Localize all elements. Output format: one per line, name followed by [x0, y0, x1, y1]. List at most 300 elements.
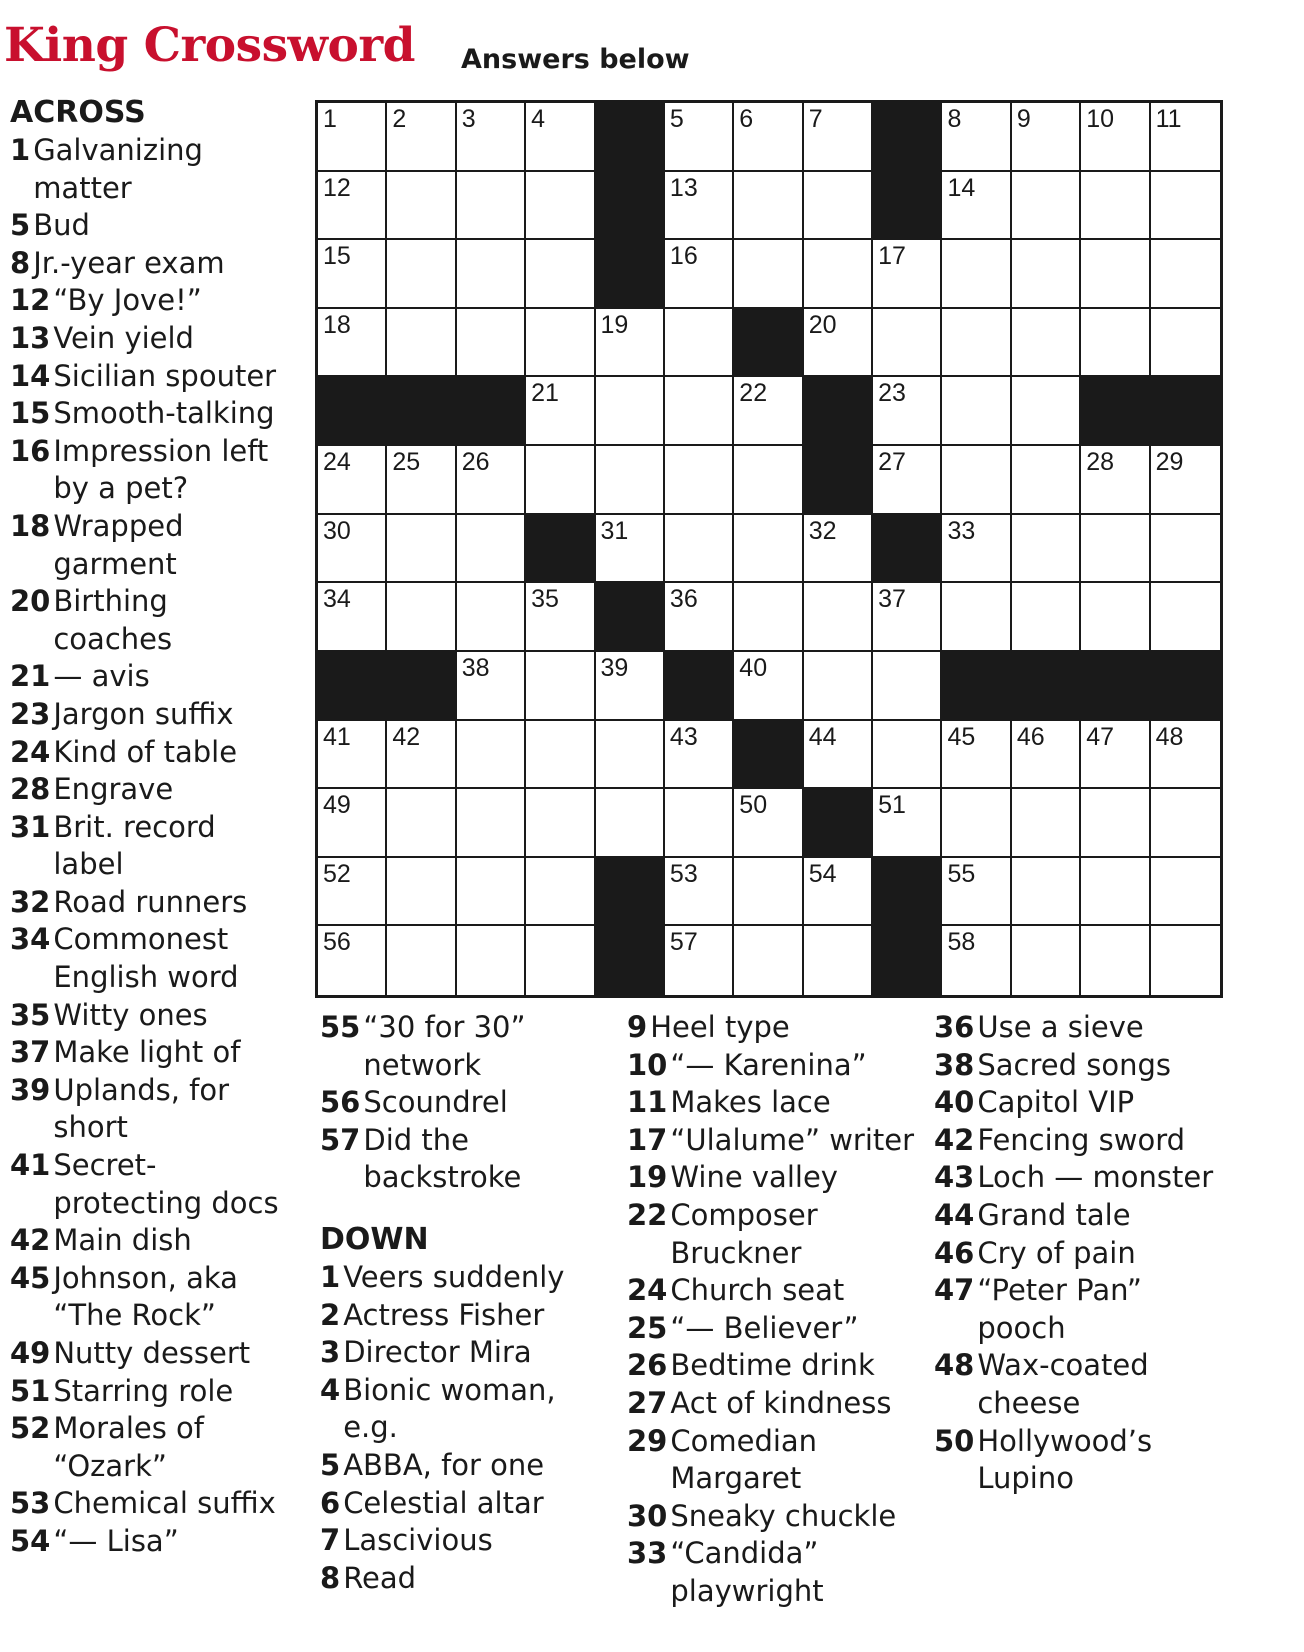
grid-cell: [387, 515, 456, 584]
cell-number: 17: [878, 242, 906, 271]
answers-note: Answers below: [461, 44, 690, 75]
clue-text: “By Jove!”: [53, 283, 202, 318]
grid-cell: [1012, 172, 1081, 241]
grid-cell: [665, 377, 734, 446]
clue-number: 23: [10, 696, 51, 731]
black-square: [1081, 377, 1150, 446]
cell-number: 21: [531, 379, 559, 408]
grid-cell: [526, 652, 595, 721]
across-clue: [10, 207, 290, 245]
clue-number: 43: [934, 1160, 975, 1195]
grid-cell: [1151, 172, 1220, 241]
grid-cell: [942, 515, 1011, 584]
cell-number: 5: [669, 105, 684, 133]
clue-number: 1: [320, 1259, 341, 1294]
grid-cell: [804, 926, 873, 995]
black-square: [734, 309, 803, 378]
cell-number: 45: [947, 722, 976, 751]
clue-text: Bionic woman, e.g.: [343, 1372, 556, 1445]
black-square: [457, 377, 526, 446]
clue-number: 47: [934, 1273, 975, 1308]
clue-text: Road runners: [53, 884, 248, 919]
across-clue-list-continued: [320, 1009, 595, 1197]
grid-cell: [665, 583, 734, 652]
down-heading: DOWN: [320, 1221, 429, 1257]
grid-cell: [318, 926, 387, 995]
down-clue: [320, 1560, 595, 1598]
grid-cell: [734, 240, 803, 309]
across-clue: [10, 1373, 290, 1411]
cell-number: 41: [323, 722, 351, 751]
clue-text: Fencing sword: [977, 1122, 1186, 1157]
across-clue: [320, 1009, 595, 1084]
clue-number: 14: [10, 358, 51, 393]
grid-cell: [1081, 721, 1150, 790]
cell-number: 8: [947, 105, 962, 133]
across-clue: [10, 1034, 290, 1072]
black-square: [596, 858, 665, 927]
grid-cell: [387, 172, 456, 241]
clue-text: Jargon suffix: [53, 696, 234, 731]
clue-number: 52: [10, 1411, 51, 1446]
clue-text: Commonest English word: [53, 922, 239, 995]
clue-text: Johnson, aka “The Rock”: [53, 1260, 238, 1333]
cell-number: 31: [600, 516, 629, 545]
cell-number: 43: [669, 722, 698, 751]
clue-number: 40: [934, 1085, 975, 1120]
grid-cell: [734, 172, 803, 241]
clue-text: — avis: [53, 659, 150, 694]
cell-number: 56: [323, 928, 351, 957]
clue-number: 41: [10, 1148, 51, 1183]
cell-number: 36: [669, 585, 698, 614]
across-clue: [10, 809, 290, 884]
black-square: [596, 172, 665, 241]
grid-cell: [387, 789, 456, 858]
across-clue: [10, 282, 290, 320]
grid-cell: [873, 377, 942, 446]
down-clue: [320, 1297, 595, 1335]
grid-cell: [1151, 240, 1220, 309]
cell-number: 35: [531, 585, 559, 614]
clue-column-2: [320, 1009, 595, 1597]
black-square: [387, 377, 456, 446]
cell-number: 53: [669, 859, 698, 888]
black-square: [804, 377, 873, 446]
grid-cell: [457, 789, 526, 858]
clue-text: Nutty dessert: [53, 1336, 251, 1370]
grid-cell: [318, 789, 387, 858]
black-square: [596, 926, 665, 995]
clue-number: 56: [320, 1085, 361, 1120]
cell-number: 52: [323, 859, 351, 888]
grid-cell: [387, 583, 456, 652]
grid-cell: [318, 721, 387, 790]
clue-text: Birthing coaches: [53, 584, 173, 656]
clue-number: 8: [10, 245, 31, 280]
grid-cell: [665, 309, 734, 378]
grid-cell: [1081, 583, 1150, 652]
cell-number: 7: [808, 105, 823, 133]
clue-text: Wrapped garment: [53, 508, 184, 581]
grid-cell: [526, 240, 595, 309]
grid-cell: [387, 926, 456, 995]
grid-cell: [665, 721, 734, 790]
clue-text: Cry of pain: [977, 1235, 1136, 1270]
cell-number: 47: [1086, 722, 1115, 751]
cell-number: 14: [947, 173, 976, 202]
cell-number: 54: [808, 859, 837, 888]
clue-text: Morales of “Ozark”: [53, 1411, 204, 1483]
cell-number: 24: [323, 448, 351, 477]
grid-cell: [804, 583, 873, 652]
grid-cell: [942, 926, 1011, 995]
cell-number: 42: [392, 722, 421, 751]
clue-text: Loch — monster: [977, 1160, 1214, 1195]
cell-number: 39: [600, 653, 629, 682]
grid-cell: [457, 172, 526, 241]
clue-text: Impression left by a pet?: [53, 433, 269, 506]
grid-cell: [387, 858, 456, 927]
clue-number: 31: [10, 809, 51, 844]
across-clue: [10, 508, 290, 583]
grid-cell: [596, 652, 665, 721]
down-clue: [934, 1347, 1224, 1422]
clue-text: Read: [343, 1560, 417, 1595]
black-square: [596, 583, 665, 652]
across-clue: [10, 658, 290, 696]
grid-cell: [665, 240, 734, 309]
clue-text: Church seat: [670, 1273, 845, 1308]
clue-text: Wax-coated cheese: [977, 1348, 1149, 1420]
clue-number: 37: [10, 1035, 51, 1070]
black-square: [873, 515, 942, 584]
cell-number: 18: [323, 310, 351, 339]
black-square: [665, 652, 734, 721]
grid-cell: [457, 858, 526, 927]
cell-number: 6: [739, 105, 754, 133]
cell-number: 51: [878, 791, 906, 820]
black-square: [318, 652, 387, 721]
grid-cell: [1012, 721, 1081, 790]
cell-number: 57: [669, 928, 698, 957]
cell-number: 27: [878, 448, 906, 477]
clue-number: 22: [627, 1197, 668, 1232]
grid-cell: [1081, 446, 1150, 515]
grid-cell: [665, 858, 734, 927]
down-clue: [627, 1535, 922, 1610]
black-square: [526, 515, 595, 584]
across-clue: [10, 583, 290, 658]
clue-number: 25: [627, 1310, 668, 1345]
grid-cell: [318, 240, 387, 309]
cell-number: 29: [1155, 448, 1184, 477]
across-clue: [10, 1260, 290, 1335]
clue-text: Kind of table: [53, 734, 238, 769]
across-clue: [10, 884, 290, 922]
grid-cell: [1081, 309, 1150, 378]
clue-number: 51: [10, 1373, 51, 1408]
across-clue: [10, 320, 290, 358]
black-square: [873, 858, 942, 927]
across-clue: [10, 245, 290, 283]
across-clue: [10, 771, 290, 809]
grid-cell: [1012, 789, 1081, 858]
clue-number: 24: [10, 734, 51, 769]
cell-number: 12: [323, 173, 351, 202]
grid-cell: [318, 858, 387, 927]
down-clue: [934, 1197, 1224, 1235]
down-clue: [627, 1159, 922, 1197]
cell-number: 28: [1086, 448, 1115, 477]
cell-number: 23: [878, 379, 906, 408]
grid-cell: [804, 721, 873, 790]
clue-text: Sneaky chuckle: [670, 1498, 897, 1533]
grid-cell: [804, 172, 873, 241]
grid-cell: [1012, 583, 1081, 652]
clue-number: 50: [934, 1423, 975, 1458]
across-clue: [10, 395, 290, 433]
grid-cell: [596, 515, 665, 584]
clue-number: 4: [320, 1372, 341, 1407]
cell-number: 25: [392, 448, 421, 477]
grid-cell: [734, 926, 803, 995]
cell-number: 4: [531, 105, 546, 133]
grid-cell: [734, 377, 803, 446]
grid-cell: [942, 172, 1011, 241]
grid-cell: [318, 583, 387, 652]
clue-text: Use a sieve: [977, 1010, 1144, 1044]
black-square: [596, 240, 665, 309]
clue-number: 3: [320, 1335, 341, 1370]
across-clue: [10, 1072, 290, 1147]
across-clue: [10, 734, 290, 772]
cell-number: 19: [600, 310, 629, 339]
down-clue: [320, 1522, 595, 1560]
grid-cell: [526, 789, 595, 858]
grid-cell: [873, 583, 942, 652]
clue-text: Wine valley: [670, 1160, 838, 1195]
down-clue: [627, 1272, 922, 1310]
clue-text: Main dish: [53, 1223, 192, 1258]
clue-text: Make light of: [53, 1035, 241, 1070]
grid-cell: [457, 721, 526, 790]
grid-cell: [387, 240, 456, 309]
cell-number: 50: [739, 791, 768, 820]
clue-number: 20: [10, 584, 51, 619]
clue-text: “— Karenina”: [670, 1047, 867, 1082]
grid-cell: [942, 309, 1011, 378]
clue-text: Act of kindness: [670, 1385, 892, 1420]
clue-number: 5: [10, 208, 31, 243]
grid-cell: [457, 240, 526, 309]
clue-number: 6: [320, 1485, 341, 1520]
clue-number: 11: [627, 1085, 668, 1120]
grid-cell: [1012, 926, 1081, 995]
grid-cell: [873, 240, 942, 309]
grid-cell: [942, 789, 1011, 858]
down-clue-list-continued-2: [934, 1009, 1224, 1498]
grid-cell: [1012, 240, 1081, 309]
clue-text: “Ulalume” writer: [670, 1122, 915, 1157]
clue-text: Vein yield: [53, 320, 194, 355]
down-clue: [320, 1334, 595, 1372]
clue-number: 29: [627, 1423, 668, 1458]
cell-number: 13: [669, 173, 698, 202]
down-clue: [627, 1347, 922, 1385]
down-clue: [627, 1084, 922, 1122]
down-clue: [320, 1485, 595, 1523]
cell-number: 15: [323, 242, 351, 271]
grid-cell: [734, 446, 803, 515]
clue-text: Witty ones: [53, 997, 208, 1032]
black-square: [318, 377, 387, 446]
crossword-grid: [315, 100, 1223, 998]
grid-cell: [387, 446, 456, 515]
grid-cell: [1151, 858, 1220, 927]
black-square: [942, 652, 1011, 721]
grid-cell: [873, 652, 942, 721]
clue-text: Starring role: [53, 1373, 234, 1408]
clue-text: Scoundrel: [363, 1085, 508, 1120]
cell-number: 2: [392, 105, 407, 133]
grid-cell: [457, 446, 526, 515]
clue-number: 38: [934, 1047, 975, 1082]
across-clue: [10, 132, 290, 207]
black-square: [804, 446, 873, 515]
clue-number: 39: [10, 1072, 51, 1107]
down-clue-list: [320, 1259, 595, 1597]
clue-number: 49: [10, 1336, 51, 1370]
grid-cell: [526, 583, 595, 652]
grid-cell: [1012, 858, 1081, 927]
clue-text: Secret-protecting docs: [53, 1148, 279, 1220]
grid-cell: [1151, 446, 1220, 515]
cell-number: 32: [808, 516, 837, 545]
clue-number: 53: [10, 1486, 51, 1521]
cell-number: 37: [878, 585, 906, 614]
cell-number: 44: [808, 722, 837, 751]
clue-number: 28: [10, 772, 51, 807]
clue-text: Actress Fisher: [343, 1297, 545, 1332]
clue-text: “Candida” playwright: [670, 1536, 824, 1608]
across-clue: [320, 1122, 595, 1197]
grid-cell: [1151, 583, 1220, 652]
grid-cell: [1081, 789, 1150, 858]
grid-cell: [1151, 515, 1220, 584]
clue-number: 1: [10, 133, 31, 167]
clue-text: Hollywood’s Lupino: [977, 1423, 1153, 1496]
clue-number: 21: [10, 659, 51, 694]
grid-cell: [873, 789, 942, 858]
down-clue: [934, 1122, 1224, 1160]
cell-number: 9: [1016, 105, 1031, 133]
grid-cell: [665, 789, 734, 858]
clue-number: 24: [627, 1273, 668, 1308]
grid-cell: [387, 309, 456, 378]
across-heading: ACROSS: [10, 95, 146, 130]
grid-cell: [526, 377, 595, 446]
down-clue: [934, 1084, 1224, 1122]
down-clue: [627, 1310, 922, 1348]
grid-cell: [665, 103, 734, 172]
grid-cell: [873, 446, 942, 515]
grid-cell: [804, 652, 873, 721]
cell-number: 22: [739, 379, 768, 408]
grid-cell: [318, 172, 387, 241]
grid-cell: [804, 103, 873, 172]
clue-number: 27: [627, 1385, 668, 1420]
down-clue: [934, 1159, 1224, 1197]
clue-text: Sacred songs: [977, 1047, 1171, 1082]
black-square: [596, 103, 665, 172]
clue-number: 34: [10, 922, 51, 957]
grid-cell: [665, 515, 734, 584]
grid-cell: [1012, 377, 1081, 446]
cell-number: 10: [1086, 105, 1115, 133]
grid-cell: [596, 721, 665, 790]
clue-number: 13: [10, 320, 51, 355]
grid-cell: [734, 103, 803, 172]
grid-cell: [665, 172, 734, 241]
grid-cell: [526, 926, 595, 995]
clue-text: Composer Bruckner: [670, 1197, 818, 1270]
clue-text: Bedtime drink: [670, 1348, 875, 1383]
clue-text: Director Mira: [343, 1335, 532, 1370]
across-clue: [10, 358, 290, 396]
clue-text: “— Lisa”: [53, 1523, 179, 1558]
down-clue: [627, 1498, 922, 1536]
clue-text: “30 for 30” network: [363, 1010, 526, 1082]
grid-cell: [526, 103, 595, 172]
grid-cell: [596, 377, 665, 446]
clue-text: Sicilian spouter: [53, 358, 277, 393]
clue-number: 16: [10, 433, 51, 468]
across-clue: [10, 1335, 290, 1373]
black-square: [873, 172, 942, 241]
grid-cell: [734, 583, 803, 652]
grid-cell: [596, 309, 665, 378]
grid-cell: [873, 309, 942, 378]
cell-number: 20: [808, 310, 837, 339]
clue-text: Celestial altar: [343, 1485, 544, 1520]
down-clue: [934, 1047, 1224, 1085]
grid-cell: [665, 926, 734, 995]
clue-text: Comedian Margaret: [670, 1423, 818, 1496]
across-clue: [10, 1147, 290, 1222]
down-clue: [627, 1047, 922, 1085]
black-square: [1151, 652, 1220, 721]
across-clue: [10, 1222, 290, 1260]
clue-number: 12: [10, 283, 51, 318]
grid-cell: [734, 789, 803, 858]
clue-number: 57: [320, 1122, 361, 1157]
grid-cell: [318, 515, 387, 584]
grid-cell: [1151, 309, 1220, 378]
grid-cell: [1081, 240, 1150, 309]
black-square: [1012, 652, 1081, 721]
across-clue: [10, 433, 290, 508]
clue-number: 42: [10, 1223, 51, 1258]
grid-cell: [526, 446, 595, 515]
grid-cell: [734, 858, 803, 927]
clue-text: Jr.-year exam: [33, 245, 225, 280]
grid-cell: [526, 721, 595, 790]
clue-number: 7: [320, 1523, 341, 1558]
grid-cell: [804, 240, 873, 309]
grid-cell: [804, 309, 873, 378]
cell-number: 1: [323, 105, 337, 133]
